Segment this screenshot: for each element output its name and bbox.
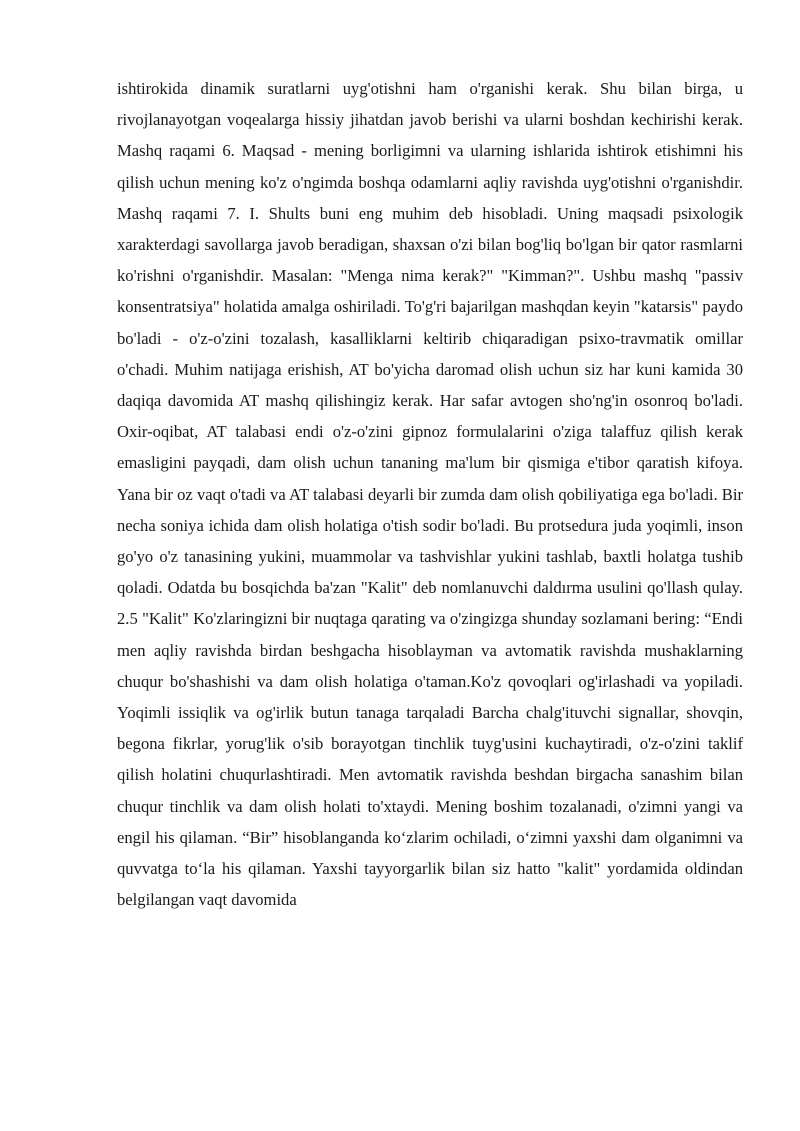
- body-paragraph: ishtirokida dinamik suratlarni uyg'otishni ham o'rganishi kerak. Shu bilan birga, u rivojlanayotgan voqealarga hissiy jihatdan javob berishi va ularni boshdan kechirishi kerak. Mashq raqami 6. Maqsad - mening borligimni va ularning ishlarida ishtirok etishimni his qilish uchun mening ko'z o'ngimda boshqa odamlarni aqliy ravishda uyg'otishni o'rganishdir. Mashq raqami 7. I. Shults buni eng muhim deb hisobladi. Uning maqsadi psixologik xarakterdagi savollarga javob beradigan, shaxsan o'zi bilan bog'liq bo'lgan bir qator rasmlarni ko'rishni o'rganishdir. Masalan: "Menga nima kerak?" "Kimman?". Ushbu mashq "passiv konsentratsiya" holatida amalga oshiriladi. To'g'ri bajarilgan mashqdan keyin "katarsis" paydo bo'ladi - o'z-o'zini tozalash, kasalliklarni keltirib chiqaradigan psixo-travmatik omillar o'chadi. Muhim natijaga erishish, AT bo'yicha daromad olish uchun siz har kuni kamida 30 daqiqa davomida AT mashq qilishingiz kerak. Har safar avtogen sho'ng'in osonroq bo'ladi. Oxir-oqibat, AT talabasi endi o'z-o'zini gipnoz formulalarini o'ziga talaffuz qilish kerak emasligini payqadi, dam olish uchun tananing ma'lum bir qismiga e'tibor qaratish kifoya. Yana bir oz vaqt o'tadi va AT talabasi deyarli bir zumda dam olish qobiliyatiga ega bo'ladi. Bir necha soniya ichida dam olish holatiga o'tish sodir bo'ladi. Bu protsedura juda yoqimli, inson go'yo o'z tanasining yukini, muammolar va tashvishlar yukini tashlab, baxtli holatga tushib qoladi. Odatda bu bosqichda ba'zan "Kalit" deb nomlanuvchi daldırma usulini qo'llash qulay. 2.5 "Kalit" Ko'zlaringizni bir nuqtaga qarating va o'zingizga shunday sozlamani bering: “Endi men aqliy ravishda birdan beshgacha hisoblayman va avtomatik ravishda mushaklarning chuqur bo'shashishi va dam olish holatiga o'taman.Ko'z qovoqlari og'irlashadi va yopiladi. Yoqimli issiqlik va og'irlik butun tanaga tarqaladi Barcha chalg'ituvchi signallar, shovqin, begona fikrlar, yorug'lik o'sib borayotgan tinchlik tuyg'usini kuchaytiradi, o'z-o'zini taklif qilish holatini chuqurlashtiradi. Men avtomatik ravishda beshdan birgacha sanashim bilan chuqur tinchlik va dam olish holati to'xtaydi. Mening boshim tozalanadi, o'zimni yangi va engil his qilaman. “Bir” hisoblanganda ko‘zlarim ochiladi, o‘zimni yaxshi dam olganimni va quvvatga to‘la his qilaman. Yaxshi tayyorgarlik bilan siz hatto "kalit" yordamida oldindan belgilangan vaqt davomida: [117, 79, 743, 910]
- body-text-block: [117, 73, 743, 915]
